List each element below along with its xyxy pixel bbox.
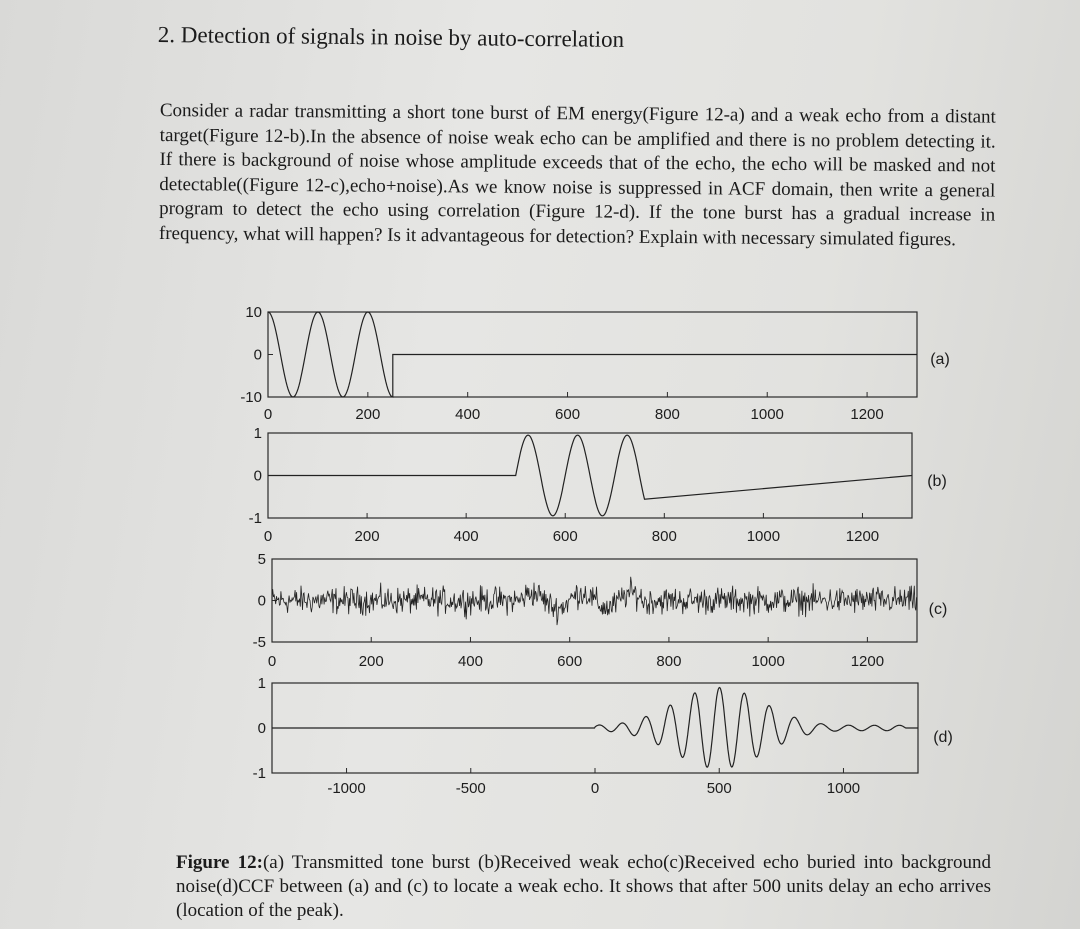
x-tick-label: 200 <box>354 528 380 545</box>
y-tick-label: 1 <box>257 675 266 692</box>
caption-text: (a) Transmitted tone burst (b)Received weak echo(c)Received echo buried into background noise(d)CCF between (a) and (c) to locate a weak echo. It shows that after 500 units delay an echo arrives (location of the peak). <box>176 852 991 921</box>
x-tick-label: 600 <box>555 406 581 423</box>
x-tick-label: 0 <box>263 406 273 423</box>
x-tick-label: 1200 <box>850 653 885 670</box>
series-line <box>272 688 918 768</box>
x-tick-label: 0 <box>263 528 273 545</box>
x-tick-label: 0 <box>590 780 600 797</box>
panel-label: (a) <box>930 351 950 368</box>
y-tick-label: -5 <box>252 634 266 651</box>
x-tick-label: 500 <box>706 780 732 797</box>
y-tick-label: -1 <box>252 765 266 782</box>
x-tick-label: -1000 <box>327 780 366 797</box>
series-line <box>272 577 917 625</box>
x-tick-label: 800 <box>654 406 680 423</box>
x-tick-label: 800 <box>656 653 682 670</box>
figure-caption <box>176 851 991 923</box>
x-tick-label: 1000 <box>746 528 781 545</box>
y-tick-label: -10 <box>240 389 262 406</box>
y-tick-label: 5 <box>257 551 266 568</box>
y-tick-label: -1 <box>248 510 262 527</box>
series-line <box>268 435 912 516</box>
problem-paragraph: Consider a radar transmitting a short tone burst of EM energy(Figure 12-a) and a weak echo from a distant target(Figure 12-b).In the absence of noise weak echo can be amplified and there is no problem detecting it. If there is background of noise whose amplitude exceeds that of the echo, the echo will be masked and not detectable((Figure 12-c),echo+noise).As we know noise is suppressed in ACF domain, then write a general program to detect the echo using correlation (Figure 12-d). If the tone burst has a gradual increase in frequency, what will happen? Is it advantageous for detection? Explain with necessary simulated figures. <box>158 99 996 250</box>
x-tick-label: 600 <box>557 653 583 670</box>
panel-label: (b) <box>927 473 947 490</box>
x-tick-label: 400 <box>453 528 479 545</box>
y-tick-label: 0 <box>253 346 262 364</box>
x-tick-label: -500 <box>455 780 486 797</box>
x-tick-label: 1000 <box>750 406 784 423</box>
y-tick-label: 0 <box>257 592 266 610</box>
chart-panel-1 <box>240 304 949 423</box>
chart-panel-3 <box>253 551 948 670</box>
series-line <box>268 312 917 397</box>
page-title: 2. Detection of signals in noise by auto-correlation <box>157 22 625 52</box>
plot-frame <box>272 559 917 642</box>
x-tick-label: 1000 <box>826 780 861 797</box>
x-tick-label: 400 <box>457 653 483 670</box>
x-tick-label: 1000 <box>751 653 785 670</box>
y-tick-label: 1 <box>253 425 262 442</box>
x-tick-label: 600 <box>552 528 578 545</box>
x-tick-label: 200 <box>358 653 384 670</box>
panel-label: (d) <box>933 729 953 746</box>
x-tick-label: 1200 <box>850 406 884 423</box>
caption-label: Figure 12: <box>176 852 263 873</box>
x-tick-label: 1200 <box>845 528 880 545</box>
x-tick-label: 200 <box>355 406 381 423</box>
y-tick-label: 10 <box>245 304 262 321</box>
y-tick-label: 0 <box>253 467 262 485</box>
chart-panel-4 <box>253 675 953 797</box>
x-tick-label: 400 <box>455 406 481 423</box>
x-tick-label: 0 <box>267 653 277 670</box>
chart-panel-2 <box>249 425 947 545</box>
x-tick-label: 800 <box>651 528 677 545</box>
panel-label: (c) <box>928 601 948 618</box>
y-tick-label: 0 <box>257 720 266 737</box>
